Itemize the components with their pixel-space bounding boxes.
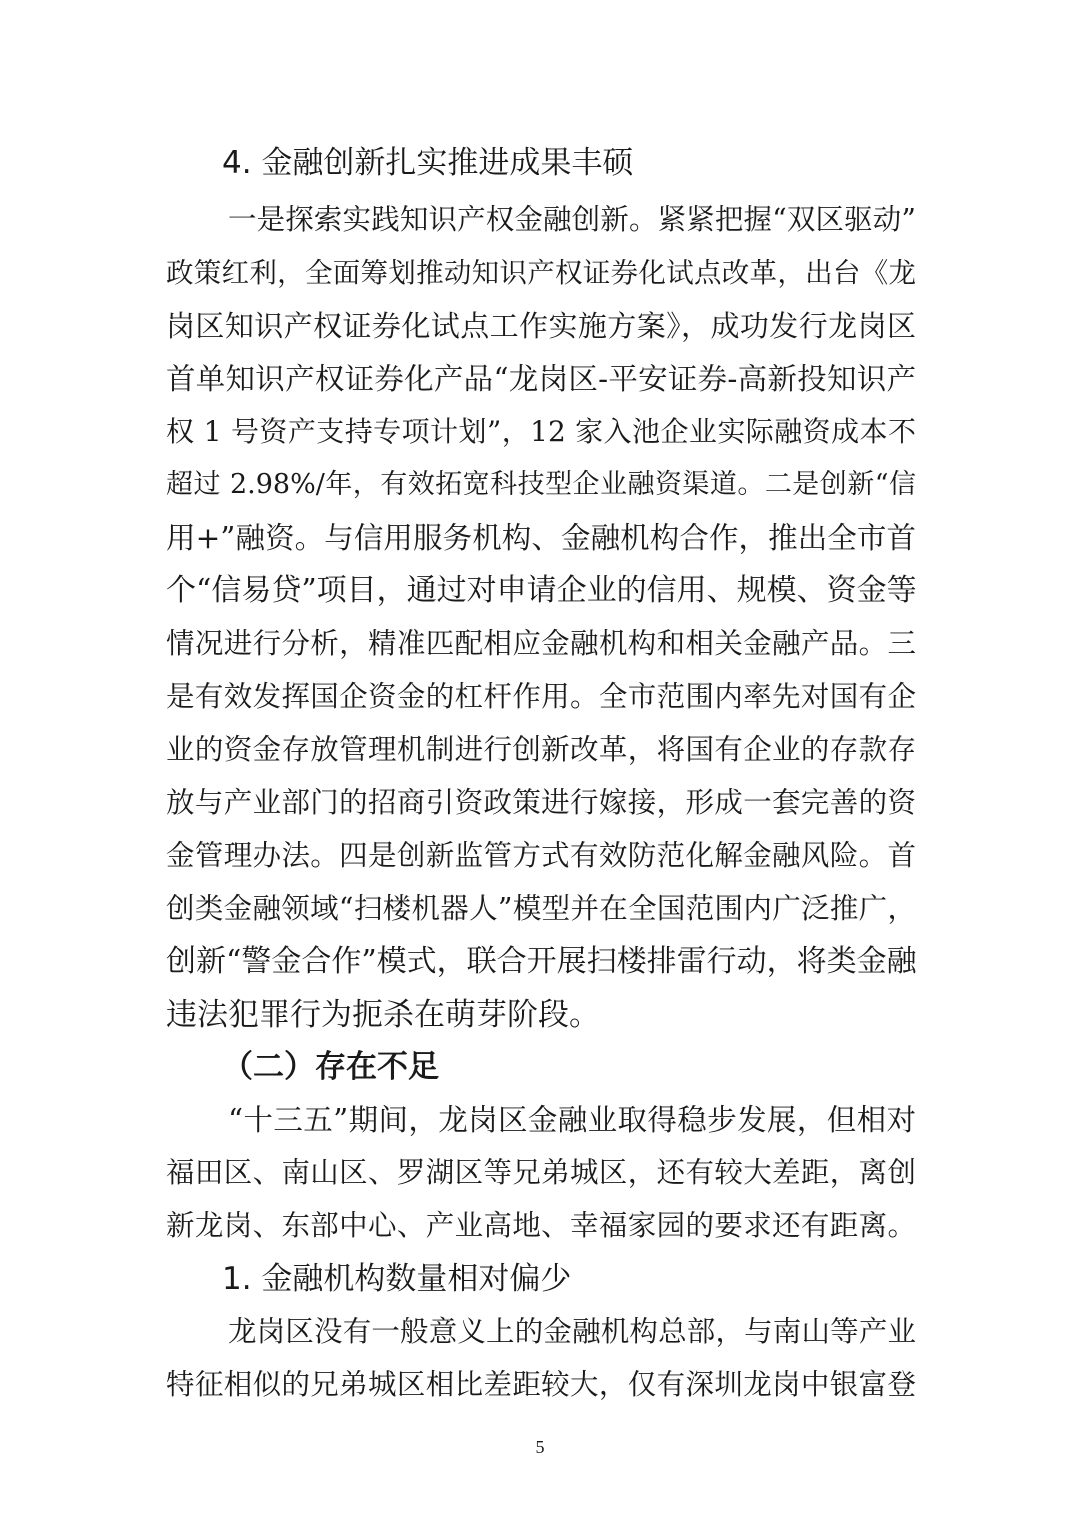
paragraph-line: 创新“警金合作”模式，联合开展扫楼排雷行动，将类金融 xyxy=(166,944,917,979)
paragraph-line: 违法犯罪行为扼杀在萌芽阶段。 xyxy=(166,997,600,1033)
paragraph-line: 情况进行分析，精准匹配相应金融机构和相关金融产品。三 xyxy=(166,627,916,660)
paragraph-line: 是有效发挥国企资金的杠杆作用。全市范围内率先对国有企 xyxy=(166,680,916,713)
paragraph-line: 政策红利，全面筹划推动知识产权证券化试点改革，出台《龙 xyxy=(166,257,916,289)
paragraph-line: “十三五”期间，龙岗区金融业取得稳步发展，但相对 xyxy=(228,1103,916,1137)
paragraph-line: 首单知识产权证券化产品“龙岗区-平安证券-高新投知识产 xyxy=(166,362,916,396)
paragraph-line: 用+”融资。与信用服务机构、金融机构合作，推出全市首 xyxy=(166,521,916,555)
section-heading-institution-count: 1. 金融机构数量相对偏少 xyxy=(222,1261,572,1297)
paragraph-line: 金管理办法。四是创新监管方式有效防范化解金融风险。首 xyxy=(166,839,916,872)
paragraph-line: 权 1 号资产支持专项计划”，12 家入池企业实际融资成本不 xyxy=(166,415,916,448)
paragraph-line: 特征相似的兄弟城区相比差距较大，仅有深圳龙岗中银富登 xyxy=(166,1368,916,1401)
paragraph-line: 龙岗区没有一般意义上的金融机构总部，与南山等产业 xyxy=(228,1315,916,1348)
paragraph-line: 一是探索实践知识产权金融创新。紧紧把握“双区驱动” xyxy=(228,203,916,236)
paragraph-line: 创类金融领域“扫楼机器人”模型并在全国范围内广泛推广， xyxy=(166,892,916,925)
section-heading-shortcomings: （二）存在不足 xyxy=(222,1049,439,1085)
paragraph-line: 个“信易贷”项目，通过对申请企业的信用、规模、资金等 xyxy=(166,573,917,608)
paragraph-line: 岗区知识产权证券化试点工作实施方案》，成功发行龙岗区 xyxy=(166,309,916,343)
paragraph-line: 放与产业部门的招商引资政策进行嫁接，形成一套完善的资 xyxy=(166,786,916,819)
paragraph-line: 福田区、南山区、罗湖区等兄弟城区，还有较大差距，离创 xyxy=(166,1156,916,1189)
paragraph-line: 超过 2.98%/年，有效拓宽科技型企业融资渠道。二是创新“信 xyxy=(166,469,916,500)
section-heading-financial-innovation: 4. 金融创新扎实推进成果丰硕 xyxy=(222,145,634,181)
paragraph-line: 业的资金存放管理机制进行创新改革，将国有企业的存款存 xyxy=(166,733,916,766)
paragraph-line: 新龙岗、东部中心、产业高地、幸福家园的要求还有距离。 xyxy=(166,1209,916,1242)
page-number: 5 xyxy=(535,1437,545,1457)
